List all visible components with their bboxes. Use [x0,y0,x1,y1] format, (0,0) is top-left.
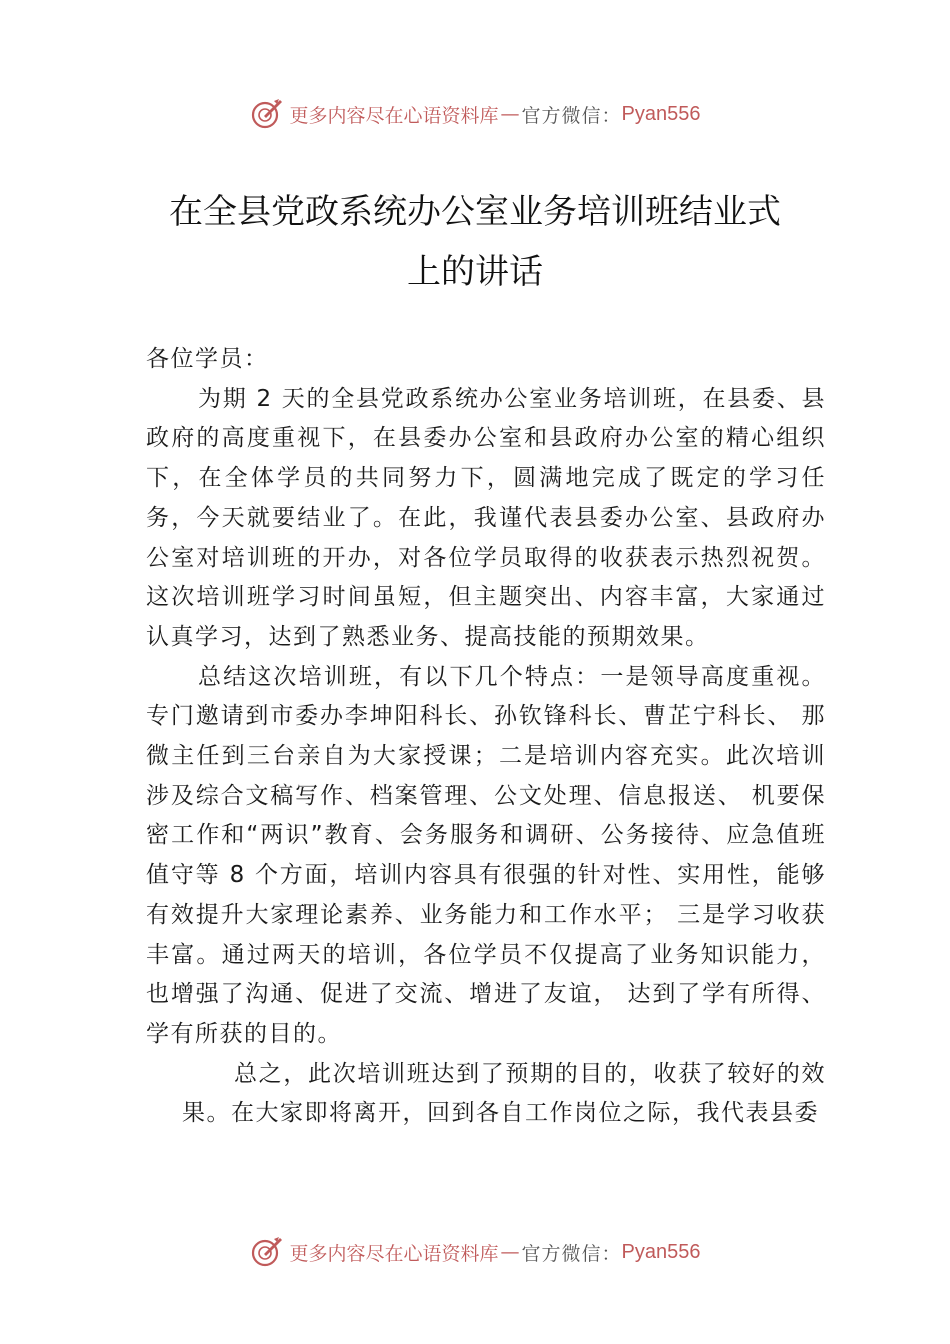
paragraph-2: 总结这次培训班，有以下几个特点：一是领导高度重视。专门邀请到市委办李坤阳科长、孙钦锋科长、曹芷宁科长、 那微主任到三台亲自为大家授课；二是培训内容充实。此次培训涉及综合文稿写作、档案管理、公文处理、信息报送、 机要保密工作和“两识”教育、会务服务和调研、公务接待、应急值班值守等 8 个方面，培训内容具有很强的针对性、实用性，能够有效提升大家理论素养、业务能力和工作水平； 三是学习收获丰富。通过两天的培训，各位学员不仅提高了业务知识能力，也增强了沟通、促进了交流、增进了友谊， 达到了学有所得、学有所获的目的。 [146,663,826,1047]
title-line-1: 在全县党政系统办公室业务培训班结业式 [169,192,781,232]
wechat-label: 官方微信： [521,1242,622,1265]
footer-watermark-banner [0,1232,950,1272]
document-title [120,182,830,302]
document-body [146,340,826,1134]
brand-separator: — [500,1241,520,1263]
brand-text: 更多内容尽在心语资料库 [289,1242,499,1265]
wechat-id: Pyan556 [621,102,701,125]
title-line-2: 上的讲话 [407,252,543,292]
brand-separator: — [500,103,520,125]
salutation: 各位学员： [146,346,269,372]
wechat-label: 官方微信： [521,104,622,127]
brand-text: 更多内容尽在心语资料库 [289,104,499,127]
paragraph-1: 为期 2 天的全县党政系统办公室业务培训班，在县委、县政府的高度重视下，在县委办公室和县政府办公室的精心组织下，在全体学员的共同努力下，圆满地完成了既定的学习任务，今天就要结业了。在此，我谨代表县委办公室、县政府办公室对培训班的开办，对各位学员取得的收获表示热烈祝贺。这次培训班学习时间虽短，但主题突出、内容丰富，大家通过认真学习，达到了熟悉业务、提高技能的预期效果。 [146,385,826,650]
pen-nib-logo-icon [250,1235,284,1269]
wechat-id: Pyan556 [621,1240,701,1263]
paragraph-3: 总之，此次培训班达到了预期的目的，收获了较好的效果。在大家即将离开，回到各自工作岗位之际，我代表县委 [182,1060,826,1127]
pen-nib-logo-icon [250,97,284,131]
header-watermark-banner [0,94,950,134]
